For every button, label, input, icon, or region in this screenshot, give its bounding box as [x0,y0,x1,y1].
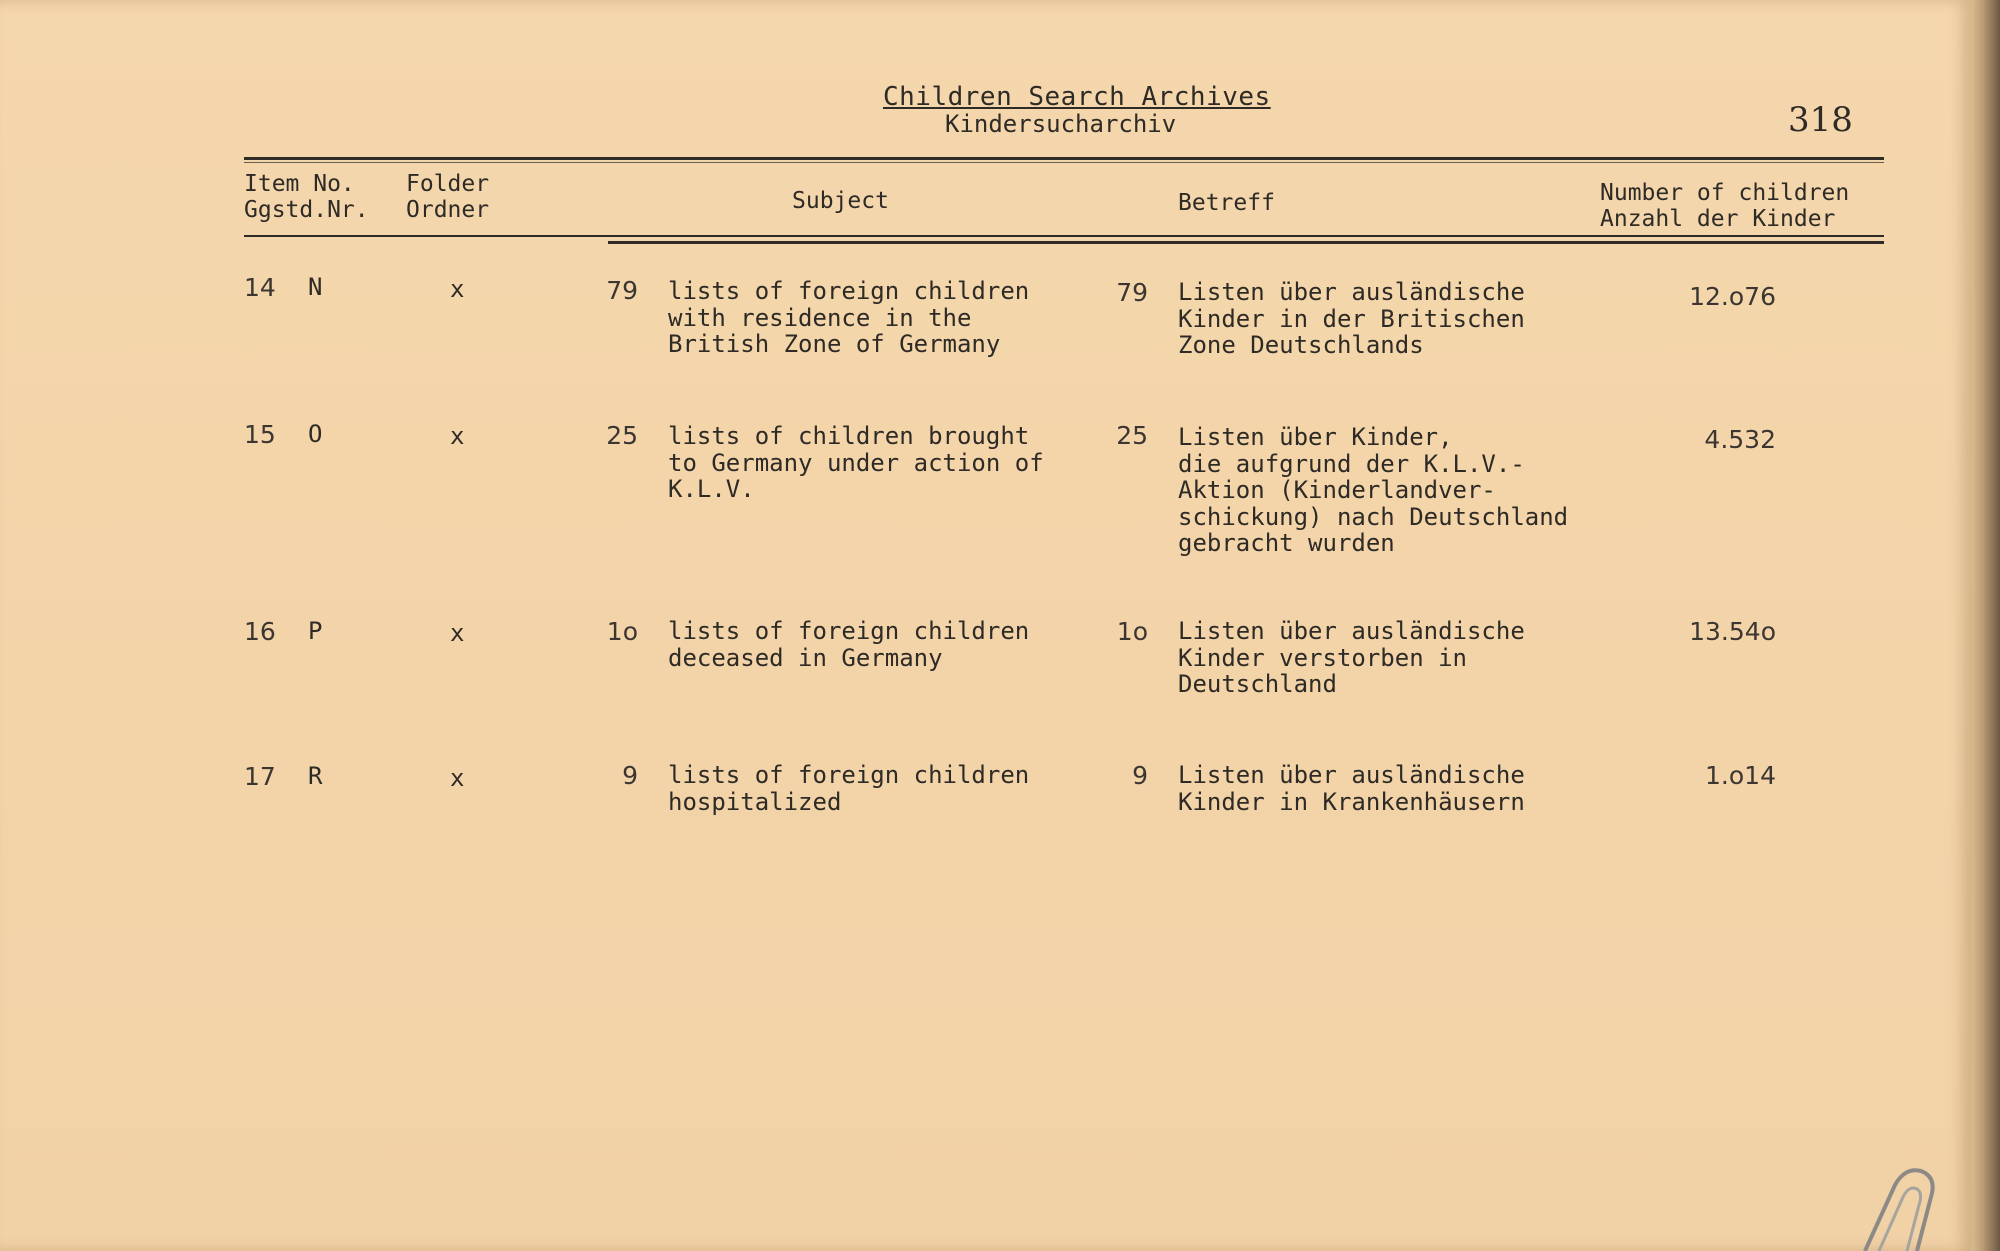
children-count: 1.o14 [1705,761,1776,790]
children-count: 13.54o [1689,617,1776,646]
folder-mark: x [450,619,465,647]
document-title: Children Search Archives [883,82,1271,112]
subject-text: lists of children brought to Germany under action of K.L.V. [668,422,1044,503]
folder-mark: x [450,764,465,792]
page-number: 318 [1788,100,1853,140]
betreff-count: 25 [1116,421,1148,450]
subject-count: 9 [622,761,638,790]
header-folder [406,171,489,223]
header-item-no-de: Ggstd.Nr. [244,197,369,223]
betreff-count: 79 [1116,278,1148,307]
paper-clip-icon [1855,1165,1945,1251]
page-right-edge [1972,0,2000,1251]
header-top-rule-thin [244,162,1884,163]
children-count: 12.o76 [1689,282,1776,311]
children-count: 4.532 [1704,425,1776,454]
betreff-count: 9 [1132,761,1148,790]
document-subtitle: Kindersucharchiv [945,110,1177,138]
header-folder-de: Ordner [406,197,490,223]
header-count-en: Number of children [1600,180,1850,206]
item-letter: P [308,617,323,645]
betreff-text: Listen über ausländische Kinder in Krankenhäusern [1178,761,1525,816]
item-number: 14 [244,273,276,302]
betreff-count: 1o [1116,617,1148,646]
betreff-text: Listen über ausländische Kinder in der Britischen Zone Deutschlands [1178,278,1525,359]
subject-text: lists of foreign children deceased in Germany [668,617,1030,672]
header-top-rule [244,157,1884,160]
item-letter: N [308,273,323,301]
item-number: 15 [244,420,276,449]
header-item-no-en: Item No. [244,171,355,197]
header-subject: Subject [792,188,889,214]
folder-mark: x [450,422,465,450]
item-letter: O [308,420,323,448]
subject-text: lists of foreign children with residence in the British Zone of Germany [668,277,1030,358]
subject-count: 79 [606,276,638,305]
header-bottom-rule-2 [608,241,1884,244]
item-number: 17 [244,762,276,791]
subject-count: 25 [606,421,638,450]
header-item-no [244,171,369,223]
item-number: 16 [244,617,276,646]
header-folder-en: Folder [406,171,490,197]
betreff-text: Listen über ausländische Kinder verstorben in Deutschland [1178,617,1525,698]
header-betreff: Betreff [1178,190,1275,216]
betreff-text: Listen über Kinder, die aufgrund der K.L.V.- Aktion (Kinderlandver- schickung) nach Deutschland gebracht wurden [1178,423,1569,557]
header-children-count [1600,180,1849,232]
subject-count: 1o [606,617,638,646]
item-letter: R [308,762,323,790]
folder-mark: x [450,275,465,303]
subject-text: lists of foreign children hospitalized [668,761,1030,816]
header-bottom-rule [244,235,1884,237]
header-count-de: Anzahl der Kinder [1600,206,1836,232]
